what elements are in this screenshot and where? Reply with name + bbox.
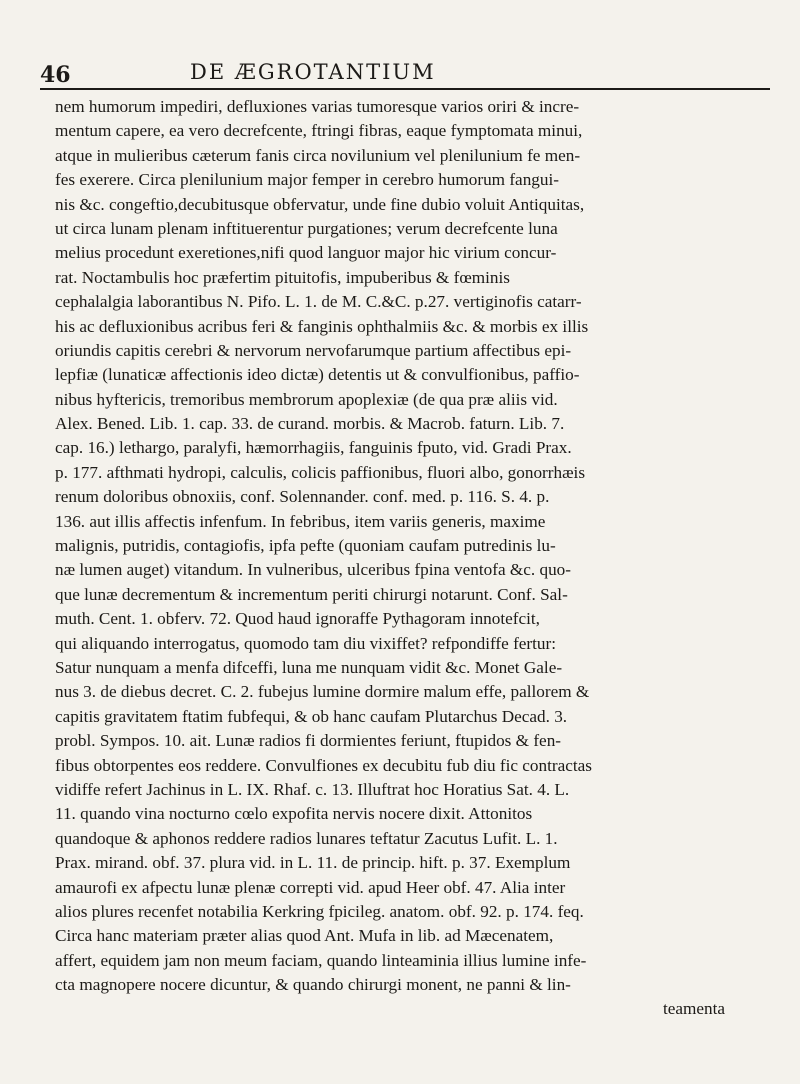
text-line: nus 3. de diebus decret. C. 2. fubejus lumine dormire malum effe, pallorem & (55, 682, 590, 702)
text-line: fibus obtorpentes eos reddere. Convulfiones ex decubitu fub diu fic contractas (55, 755, 592, 775)
text-line: nem humorum impediri, defluxiones varias tumoresque varios oriri & incre- (55, 97, 580, 116)
text-line: vidiffe refert Jachinus in L. IX. Rhaf. c. 13. Illuftrat hoc Horatius Sat. 4. L. (55, 779, 570, 799)
text-line: Circa hanc materiam præter alias quod Ant. Mufa in lib. ad Mæcenatem, (55, 926, 554, 946)
text-line: his ac defluxionibus acribus feri & fanginis ophthalmiis &c. & morbis ex illis (55, 316, 589, 336)
text-line: rat. Noctambulis hoc præfertim pituitofis, impuberibus & fœminis (55, 267, 510, 287)
body-text (55, 95, 775, 1022)
text-line: 136. aut illis affectis infenfum. In febribus, item variis generis, maxime (55, 511, 546, 531)
text-line: atque in mulieribus cæterum fanis circa novilunium vel plenilunium fe men- (55, 145, 581, 165)
running-head: DE ÆGROTANTIUM (190, 60, 436, 84)
text-line: p. 177. afthmati hydropi, calculis, colicis paffionibus, fluori albo, gonorrhæis (55, 462, 586, 482)
text-line: quandoque & aphonos reddere radios lunares teftatur Zacutus Lufit. L. 1. (55, 828, 558, 848)
page-header (40, 60, 770, 90)
text-line: cta magnopere nocere dicuntur, & quando chirurgi monent, ne panni & lin- (55, 975, 571, 995)
text-line: oriundis capitis cerebri & nervorum nervofarumque partium affectibus epi- (55, 340, 572, 360)
text-line: que lunæ decrementum & incrementum periti chirurgi notarunt. Conf. Sal- (55, 584, 568, 604)
text-line: qui aliquando interrogatus, quomodo tam diu vixiffet? refpondiffe fertur: (55, 633, 557, 653)
text-line: næ lumen auget) vitandum. In vulneribus, ulceribus fpina ventofa &c. quo- (55, 560, 571, 580)
text-line: 11. quando vina nocturno cœlo expofita nervis nocere dixit. Attonitos (55, 804, 533, 824)
text-line: nis &c. congeftio,decubitusque obfervatur, unde fine dubio voluit Antiquitas, (55, 194, 585, 214)
text-line: Satur nunquam a menfa difceffi, luna me nunquam vidit &c. Monet Gale- (55, 657, 563, 677)
text-line: malignis, putridis, contagiofis, ipfa pefte (quoniam caufam putredinis lu- (55, 536, 556, 556)
text-line: muth. Cent. 1. obferv. 72. Quod haud ignoraffe Pythagoram innotefcit, (55, 609, 540, 629)
page-number: 46 (40, 62, 71, 88)
text-line: renum doloribus obnoxiis, conf. Solennander. conf. med. p. 116. S. 4. p. (55, 487, 550, 507)
text-line: affert, equidem jam non meum faciam, quando linteaminia illius lumine infe- (55, 950, 587, 970)
text-line: mentum capere, ea vero decrefcente, ftringi fibras, eaque fymptomata minui, (55, 121, 583, 141)
text-line: lepfiæ (lunaticæ affectionis ideo dictæ) detentis ut & convulfionibus, paffio- (55, 365, 580, 385)
text-line: cephalalgia laborantibus N. Pifo. L. 1. de M. C.&C. p.27. vertiginofis catarr- (55, 292, 582, 312)
text-line: cap. 16.) lethargo, paralyfi, hæmorrhagiis, fanguinis fputo, vid. Gradi Prax. (55, 438, 572, 458)
text-line: probl. Sympos. 10. ait. Lunæ radios fi dormientes feriunt, ftupidos & fen- (55, 731, 562, 751)
text-line: nibus hyftericis, tremoribus membrorum apoplexiæ (de qua præ aliis vid. (55, 389, 558, 409)
text-line: ut circa lunam plenam inftituerentur purgationes; verum decrefcente luna (55, 218, 558, 238)
text-line: Alex. Bened. Lib. 1. cap. 33. de curand. morbis. & Macrob. faturn. Lib. 7. (55, 414, 565, 434)
text-line: alios plures recenfet notabilia Kerkring fpicileg. anatom. obf. 92. p. 174. feq. (55, 901, 584, 921)
text-line: Prax. mirand. obf. 37. plura vid. in L. 11. de princip. hift. p. 37. Exemplum (55, 853, 571, 873)
text-line: amaurofi ex afpectu lunæ plenæ correpti vid. apud Heer obf. 47. Alia inter (55, 877, 566, 897)
catchword: teamenta (662, 999, 725, 1019)
text-line: fes exerere. Circa plenilunium major femper in cerebro humorum fangui- (55, 170, 559, 190)
text-line: melius procedunt exeretiones,nifi quod languor major hic virium concur- (55, 243, 557, 263)
text-line: capitis gravitatem ftatim fubfequi, & ob hanc caufam Plutarchus Decad. 3. (55, 706, 568, 726)
